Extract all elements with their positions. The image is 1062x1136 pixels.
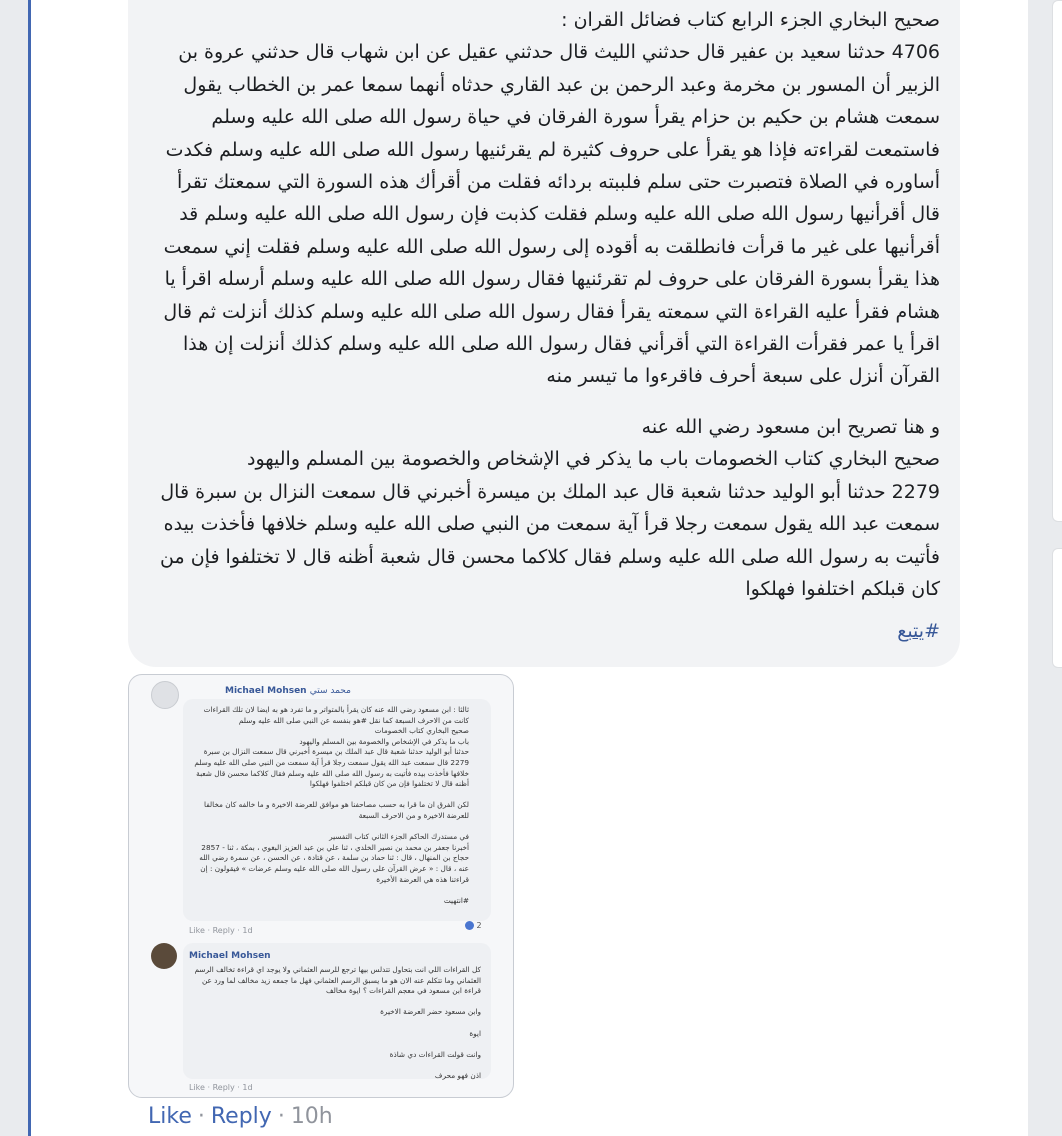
like-link[interactable]: Like [148, 1104, 192, 1129]
comment-action-bar [148, 1104, 333, 1129]
reaction-number: 2 [476, 921, 482, 930]
separator: · [277, 1104, 285, 1129]
reply-link[interactable]: Reply [210, 1104, 272, 1129]
comment-text: ثالثا : ابن مسعود رضي الله عنه كان يقرأ بالمتواتر و ما تفرد هو به ايضا لان تلك القراءات كانت من الاحرف السبعة كما نقل #هو بنفسه عن النبي صلى الله عليه وسلم صحيح البخاري كتاب الخصومات باب ما يذكر في الإشخاص والخصومة بين المسلم واليهود حدثنا أبو الوليد حدثنا شعبة قال عبد الملك بن ميسرة أخبرني قال سمعت النزال بن سبرة 2279 قال سمعت عبد الله يقول سمعت رجلا قرأ آية سمعت من النبي صلى الله عليه وسلم خلافها فأخذت بيده فأتيت به رسول الله صلى الله عليه وسلم فقال كلاكما محسن قال شعبة أظنه قال لا تختلفوا فإن من كان قبلكم اختلفوا فهلكوا لكن الفرق ان ما قرا به حسب مصاحفنا هو موافق للعرضة الاخيرة و ما خالفه كان مخالفا للعرضة الاخيرة و من الاحرف السبعة في مستدرك الحاكم الجزء الثاني كتاب التفسير أخبرنا جعفر بن محمد بن نصير الخلدي ، ثنا علي بن عبد العزيز البغوي ، بمكة ، ثنا - 2857 حجاج بن المنهال ، قال : ثنا حماد بن سلمة ، عن قتادة ، عن الحسن ، عن سمرة رضي الله عنه ، قال : « عرض القرآن على رسول الله صلى الله عليه وسلم عرضات » فيقولون : إن قراءتنا هذه هي العرضة الأخيرة #انتهيت [194, 705, 469, 905]
author-name: Michael Mohsen [225, 686, 307, 696]
reaction-count[interactable] [465, 921, 482, 930]
comment-author: Michael Mohsen [189, 951, 271, 961]
hashtag-word[interactable]: يتبع [897, 620, 925, 643]
comment-author [225, 686, 351, 696]
comment-paragraph-2: و هنا تصريح ابن مسعود رضي الله عنه صحيح البخاري كتاب الخصومات باب ما يذكر في الإشخاص والخصومة بين المسلم واليهود 2279 حدثنا أبو الوليد حدثنا شعبة قال عبد الملك بن ميسرة أخبرني قال سمعت النزال بن سبرة قال سمعت عبد الله يقول سمعت رجلا قرأ آية سمعت من النبي صلى الله عليه وسلم خلافها فأخذت بيده فأتيت به رسول الله صلى الله عليه وسلم فقال كلاكما محسن قال شعبة أظنه قال لا تختلفوا فإن من كان قبلكم اختلفوا فهلكوا [160, 415, 940, 600]
right-side-card [1052, 548, 1062, 668]
hashtag-symbol: # [924, 620, 940, 643]
hashtag-link[interactable] [148, 620, 940, 642]
left-accent-bar [0, 0, 31, 1136]
comment-actions: Like · Reply · 1d [189, 926, 253, 935]
author-alt-name: محمد ستي [309, 686, 351, 696]
comment-bubble [128, 0, 960, 667]
attached-screenshot[interactable] [128, 674, 514, 1098]
avatar [151, 943, 177, 969]
comment-paragraph-1: صحيح البخاري الجزء الرابع كتاب فضائل القران : 4706 حدثنا سعيد بن عفير قال حدثني الليث قال حدثني عقيل عن ابن شهاب قال حدثني عروة بن الزبير أن المسور بن مخرمة وعبد الرحمن بن عبد القاري حدثاه أنهما سمعا عمر بن الخطاب يقول سمعت هشام بن حكيم بن حزام يقرأ سورة الفرقان في حياة رسول الله صلى الله عليه وسلم فاستمعت لقراءته فإذا هو يقرأ على حروف كثيرة لم يقرئنيها رسول الله صلى الله عليه وسلم فكدت أساوره في الصلاة فتصبرت حتى سلم فلببته بردائه فقلت من أقرأك هذه السورة التي سمعتك تقرأ قال أقرأنيها رسول الله صلى الله عليه وسلم فقلت كذبت فإن رسول الله صلى الله عليه وسلم قد أقرأنيها على غير ما قرأت فانطلقت به أقوده إلى رسول الله صلى الله عليه وسلم فقلت إني سمعت هذا يقرأ بسورة الفرقان على حروف لم تقرئنيها فقال رسول الله صلى الله عليه وسلم أرسله اقرأ يا هشام فقرأ عليه القراءة التي سمعته يقرأ فقال رسول الله صلى الله عليه وسلم كذلك أنزلت ثم قال اقرأ يا عمر فقرأت القراءة التي أقرأني فقال رسول الله صلى الله عليه وسلم كذلك أنزلت إن هذا القرآن أنزل على سبعة أحرف فاقرءوا ما تيسر منه [163, 9, 940, 388]
right-side-card [1052, 0, 1062, 522]
separator: · [197, 1104, 205, 1129]
like-reaction-icon [465, 921, 474, 930]
comment-bubble [183, 699, 491, 921]
avatar [151, 681, 179, 709]
comment-actions: Like · Reply · 1d [189, 1083, 253, 1092]
timestamp[interactable]: 10h [290, 1104, 333, 1129]
comment-bubble [183, 943, 491, 1079]
comment-text: كل القراءات اللي انت بتحاول تتدلس بيها ترجع للرسم العثماني ولا يوجد اي قراءة تخالف الرسم العثماني وما تتكلم عنه الان هو ما يسبق الرسم العثماني فهل ما جمعه زيد مخالف لما ورد عن قراءة ابن مسعود في معجم القراءات ؟ ايوة مخالف وابن مسعود حضر العرضة الاخيرة ايوة وانت قولت القراءات دي شاذة اذن فهو محرف [194, 965, 481, 1080]
